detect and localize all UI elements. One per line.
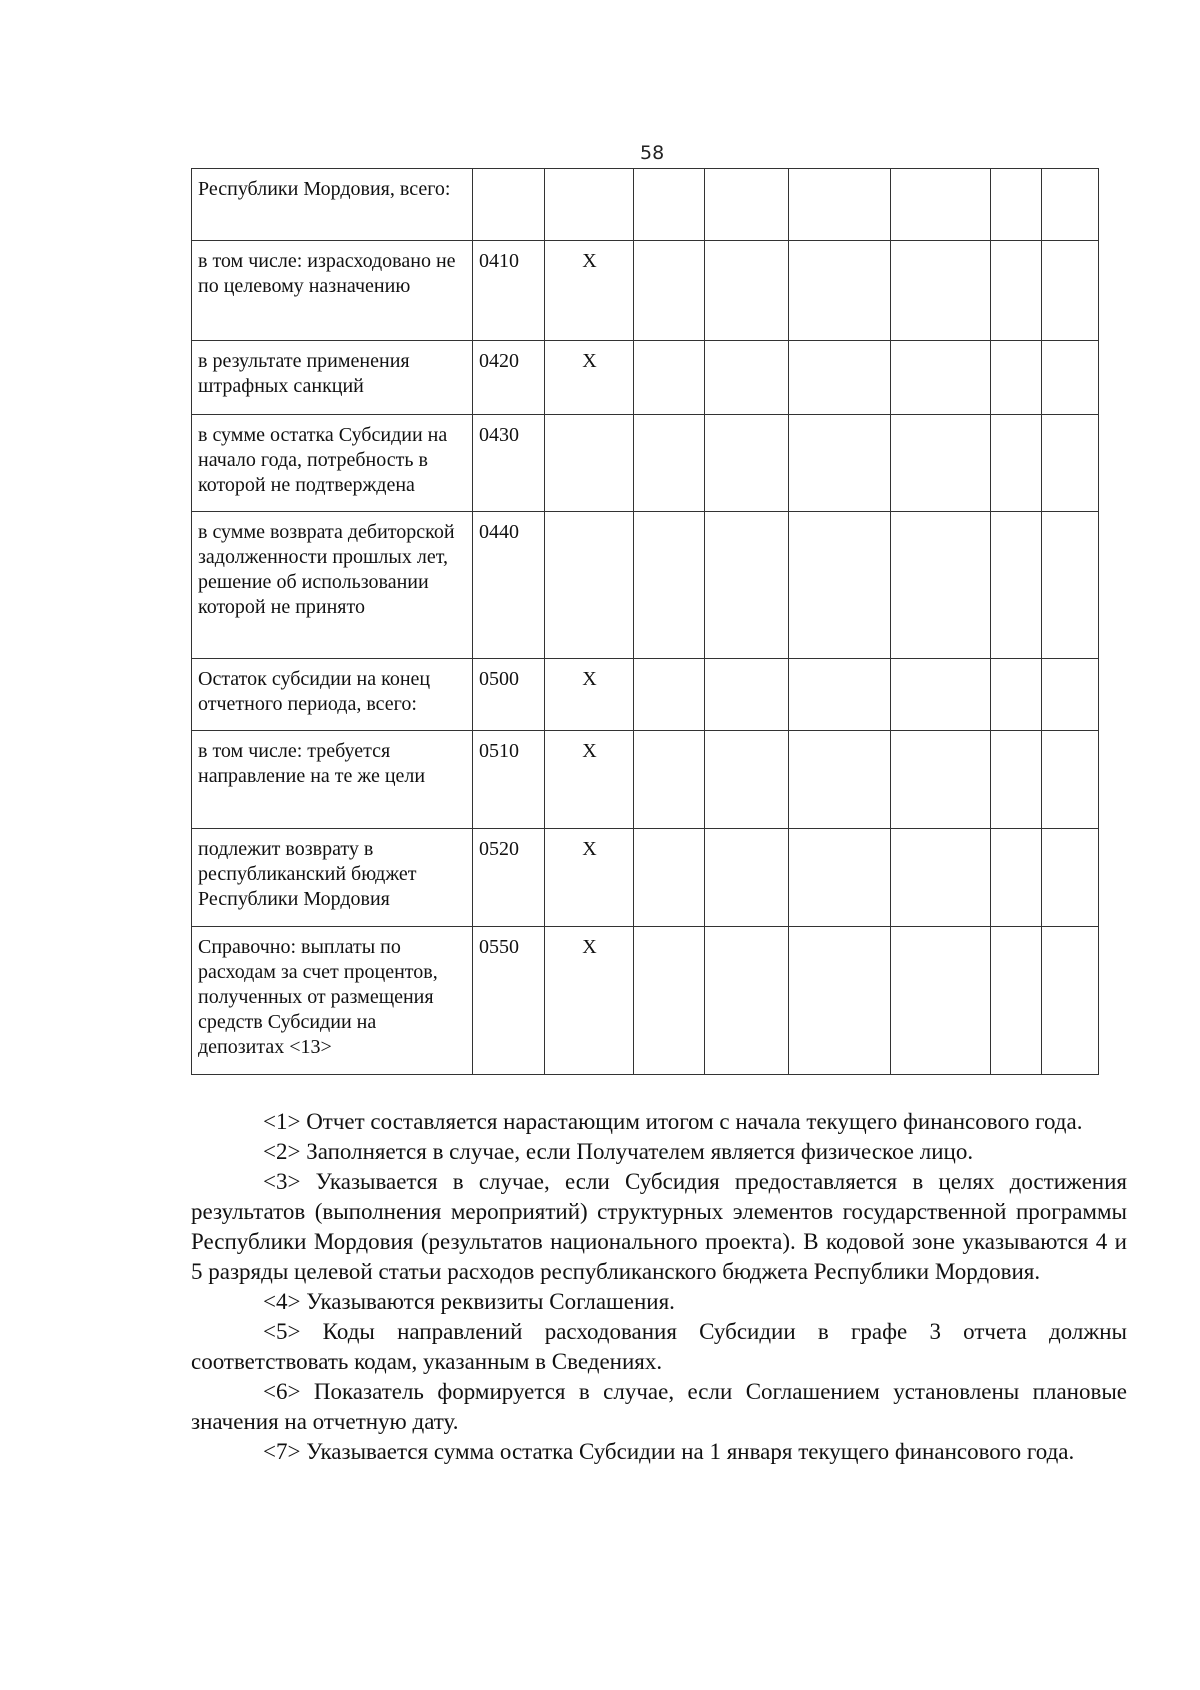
value-cell xyxy=(634,927,705,1075)
row-mark xyxy=(545,512,634,659)
row-label: в том числе: требуется направление на те же цели xyxy=(192,731,473,829)
value-cell xyxy=(891,731,991,829)
value-cell xyxy=(634,169,705,241)
value-cell xyxy=(789,512,891,659)
value-cell xyxy=(705,415,789,512)
page-number: 58 xyxy=(640,142,665,164)
table-row xyxy=(192,241,1099,341)
value-cell xyxy=(991,731,1042,829)
row-label: в результате применения штрафных санкций xyxy=(192,341,473,415)
value-cell xyxy=(891,341,991,415)
value-cell xyxy=(991,927,1042,1075)
table-row xyxy=(192,829,1099,927)
row-code: 0440 xyxy=(473,512,545,659)
value-cell xyxy=(991,659,1042,731)
value-cell xyxy=(789,659,891,731)
value-cell xyxy=(891,659,991,731)
footnote: <2> Заполняется в случае, если Получателем является физическое лицо. xyxy=(263,1139,974,1164)
footnote: <1> Отчет составляется нарастающим итогом с начала текущего финансового года. xyxy=(263,1109,1083,1134)
value-cell xyxy=(705,659,789,731)
row-mark: X xyxy=(545,659,634,731)
table-row xyxy=(192,927,1099,1075)
table-row xyxy=(192,341,1099,415)
value-cell xyxy=(789,415,891,512)
value-cell xyxy=(634,415,705,512)
value-cell xyxy=(705,169,789,241)
row-mark: X xyxy=(545,241,634,341)
row-mark: X xyxy=(545,341,634,415)
footnote: <5> Коды направлений расходования Субсидии в графе 3 отчета должны соответствовать кодам, указанным в Сведениях. xyxy=(191,1319,1127,1374)
value-cell xyxy=(705,512,789,659)
table-row xyxy=(192,731,1099,829)
value-cell xyxy=(789,829,891,927)
footnotes xyxy=(191,1107,1127,1467)
value-cell xyxy=(991,241,1042,341)
value-cell xyxy=(1042,241,1099,341)
value-cell xyxy=(991,169,1042,241)
value-cell xyxy=(634,512,705,659)
row-code xyxy=(473,169,545,241)
value-cell xyxy=(789,169,891,241)
row-mark: X xyxy=(545,829,634,927)
row-code: 0500 xyxy=(473,659,545,731)
row-label: Справочно: выплаты по расходам за счет процентов, полученных от размещения средств Субсидии на депозитах <13> xyxy=(192,927,473,1075)
table-row xyxy=(192,659,1099,731)
row-code: 0430 xyxy=(473,415,545,512)
value-cell xyxy=(891,829,991,927)
value-cell xyxy=(991,341,1042,415)
row-code: 0510 xyxy=(473,731,545,829)
value-cell xyxy=(991,512,1042,659)
value-cell xyxy=(1042,169,1099,241)
value-cell xyxy=(891,241,991,341)
value-cell xyxy=(1042,829,1099,927)
value-cell xyxy=(705,241,789,341)
footnote: <6> Показатель формируется в случае, если Соглашением установлены плановые значения на отчетную дату. xyxy=(191,1379,1127,1434)
row-code: 0520 xyxy=(473,829,545,927)
row-mark xyxy=(545,169,634,241)
row-code: 0420 xyxy=(473,341,545,415)
value-cell xyxy=(634,731,705,829)
row-label: в том числе: израсходовано не по целевому назначению xyxy=(192,241,473,341)
value-cell xyxy=(991,415,1042,512)
row-label: Остаток субсидии на конец отчетного периода, всего: xyxy=(192,659,473,731)
table-row xyxy=(192,169,1099,241)
value-cell xyxy=(1042,731,1099,829)
footnote: <7> Указывается сумма остатка Субсидии на 1 января текущего финансового года. xyxy=(263,1439,1075,1464)
row-mark: X xyxy=(545,927,634,1075)
value-cell xyxy=(891,415,991,512)
table-row xyxy=(192,415,1099,512)
value-cell xyxy=(1042,415,1099,512)
value-cell xyxy=(634,241,705,341)
value-cell xyxy=(891,512,991,659)
value-cell xyxy=(634,659,705,731)
value-cell xyxy=(705,829,789,927)
row-code: 0410 xyxy=(473,241,545,341)
footnote: <4> Указываются реквизиты Соглашения. xyxy=(263,1289,675,1314)
value-cell xyxy=(1042,512,1099,659)
report-table xyxy=(191,168,1099,1075)
value-cell xyxy=(705,927,789,1075)
value-cell xyxy=(789,731,891,829)
value-cell xyxy=(705,341,789,415)
row-label: подлежит возврату в республиканский бюджет Республики Мордовия xyxy=(192,829,473,927)
row-label: Республики Мордовия, всего: xyxy=(192,169,473,241)
value-cell xyxy=(705,731,789,829)
row-mark xyxy=(545,415,634,512)
value-cell xyxy=(891,927,991,1075)
footnote: <3> Указывается в случае, если Субсидия предоставляется в целях достижения результатов (выполнения мероприятий) структурных элементов государственной программы Республики Мордовия (результатов национального проекта). В кодовой зоне указываются 4 и 5 разряды целевой статьи расходов республиканского бюджета Республики Мордовия. xyxy=(191,1169,1127,1284)
value-cell xyxy=(634,829,705,927)
row-label: в сумме остатка Субсидии на начало года, потребность в которой не подтверждена xyxy=(192,415,473,512)
row-mark: X xyxy=(545,731,634,829)
value-cell xyxy=(1042,341,1099,415)
value-cell xyxy=(991,829,1042,927)
value-cell xyxy=(891,169,991,241)
value-cell xyxy=(789,927,891,1075)
value-cell xyxy=(634,341,705,415)
value-cell xyxy=(789,341,891,415)
value-cell xyxy=(1042,659,1099,731)
row-code: 0550 xyxy=(473,927,545,1075)
row-label: в сумме возврата дебиторской задолженности прошлых лет, решение об использовании которой не принято xyxy=(192,512,473,659)
value-cell xyxy=(1042,927,1099,1075)
value-cell xyxy=(789,241,891,341)
table-row xyxy=(192,512,1099,659)
